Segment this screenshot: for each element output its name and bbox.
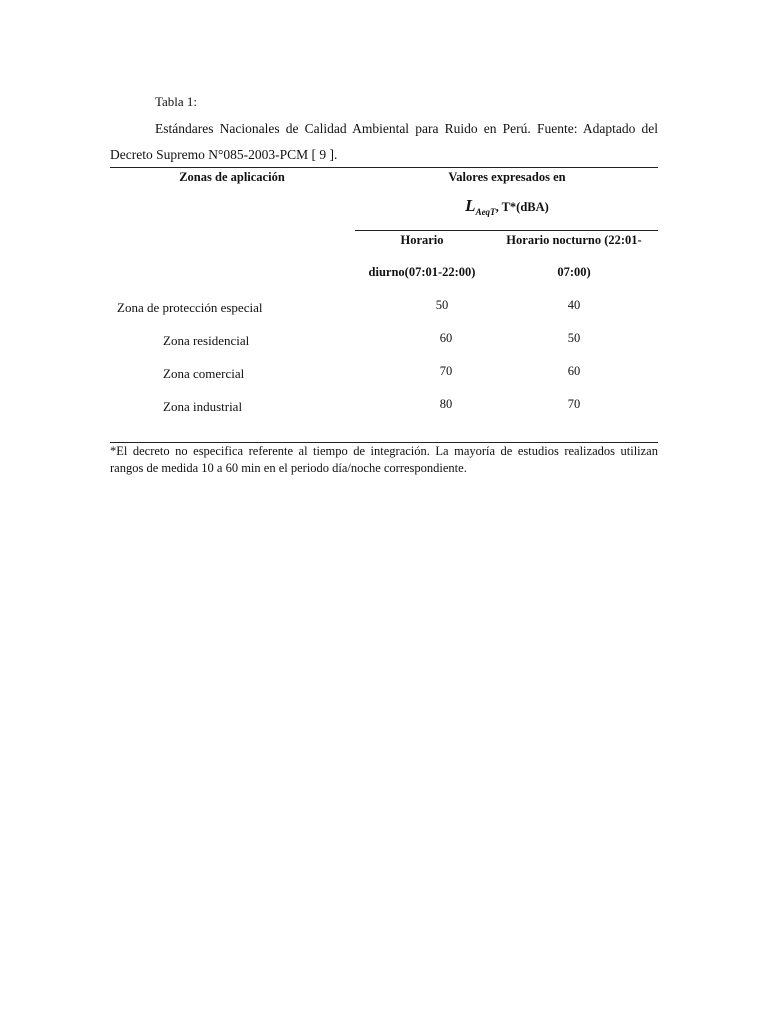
header-night-line2: 07:00) bbox=[557, 265, 591, 279]
table-title: Estándares Nacionales de Calidad Ambiental para Ruido en Perú. Fuente: Adaptado del Decreto Supremo N°085-2003-PCM [ 9 ]. bbox=[110, 121, 658, 162]
row-zone-residencial: Zona residencial bbox=[163, 333, 250, 348]
header-sub-rule bbox=[355, 230, 658, 231]
l-subscript: AeqT bbox=[475, 207, 496, 217]
header-zones: Zonas de aplicación bbox=[179, 170, 285, 184]
table-top-rule bbox=[110, 167, 658, 168]
row-night-industrial: 70 bbox=[567, 397, 581, 411]
header-day-line2: diurno(07:01-22:00) bbox=[368, 265, 476, 279]
row-day-residencial: 60 bbox=[439, 331, 453, 345]
row-day-industrial: 80 bbox=[439, 397, 453, 411]
row-zone-especial: Zona de protección especial bbox=[117, 300, 263, 315]
table-footnote: *El decreto no especifica referente al tiempo de integración. La mayoría de estudios realizados utilizan rangos de medida 10 a 60 min en el periodo día/noche correspondiente. bbox=[110, 444, 658, 475]
values-unit: , T*(dBA) bbox=[495, 200, 549, 214]
row-night-residencial: 50 bbox=[567, 331, 581, 345]
header-day-line1: Horario bbox=[400, 233, 444, 247]
row-zone-comercial: Zona comercial bbox=[163, 366, 245, 381]
table-label: Tabla 1: bbox=[155, 94, 198, 109]
header-night-line1: Horario nocturno (22:01- bbox=[506, 233, 642, 247]
row-day-especial: 50 bbox=[435, 298, 449, 312]
row-night-especial: 40 bbox=[567, 298, 581, 312]
row-day-comercial: 70 bbox=[439, 364, 453, 378]
row-night-comercial: 60 bbox=[567, 364, 581, 378]
l-symbol: L bbox=[465, 196, 476, 215]
header-values-line1: Valores expresados en bbox=[448, 170, 566, 184]
header-values-line2 bbox=[465, 196, 549, 217]
row-zone-industrial: Zona industrial bbox=[163, 399, 243, 414]
